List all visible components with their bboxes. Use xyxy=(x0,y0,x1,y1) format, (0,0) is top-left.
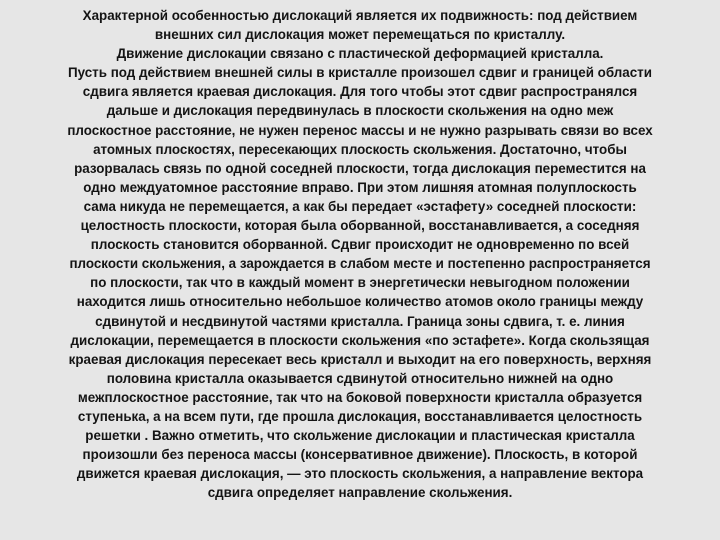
text-line: плоскость становится оборванной. Сдвиг происходит не одновременно по всей xyxy=(90,237,630,253)
text-line: Характерной особенностью дислокаций является их подвижность: под действием xyxy=(82,8,638,23)
text-line: атомных плоскостях, пересекающих плоскость скольжения. Достаточно, чтобы xyxy=(93,141,627,157)
text-line: плоскости скольжения, а зарождается в слабом месте и постепенно распространяется xyxy=(69,256,651,272)
text-line: дальше и дислокация передвинулась в плоскости скольжения на одно меж xyxy=(106,103,614,119)
text-line: решетки . Важно отметить, что скольжение дислокации и пластическая кристалла xyxy=(85,428,635,444)
text-line: краевая дислокация пересекает весь кристалл и выходит на его поверхность, верхняя xyxy=(68,351,652,367)
text-line: сдвига является краевая дислокация. Для того чтобы этот сдвиг распространялся xyxy=(82,84,638,100)
text-line: одно междуатомное расстояние вправо. При этом лишняя атомная полуплоскость xyxy=(83,179,637,195)
text-line: сдвига определяет направление скольжения. xyxy=(207,485,513,501)
text-line: сама никуда не перемещается, а как бы передает «эстафету» соседней плоскости: xyxy=(83,198,637,214)
text-block xyxy=(8,6,712,502)
text-line: плоскостное расстояние, не нужен перенос массы и не нужно разрывать связи во всех xyxy=(67,122,653,138)
text-line: межплоскостное расстояние, так что на боковой поверхности кристалла образуется xyxy=(77,389,643,405)
text-line: Пусть под действием внешней силы в кристалле произошел сдвиг и границей области xyxy=(68,65,652,81)
text-line: по плоскости, так что в каждый момент в энергетически невыгодном положении xyxy=(90,275,630,291)
text-line: Движение дислокации связано с пластической деформацией кристалла. xyxy=(116,46,604,62)
text-line: сдвинутой и несдвинутой частями кристалла. Граница зоны сдвига, т. е. линия xyxy=(95,313,625,329)
text-line: дислокации, перемещается в плоскости скольжения «по эстафете». Когда скользящая xyxy=(70,332,650,348)
text-line: произошли без переноса массы (консервативное движение). Плоскость, в которой xyxy=(82,447,638,463)
text-line: движется краевая дислокация, — это плоскость скольжения, а направление вектора xyxy=(76,466,644,482)
text-line: находится лишь относительно небольшое количество атомов около границы между xyxy=(76,294,644,310)
text-line: целостность плоскости, которая была оборванной, восстанавливается, а соседняя xyxy=(80,218,640,234)
text-line: разорвалась связь по одной соседней плоскости, тогда дислокация переместится на xyxy=(74,160,646,176)
text-line: ступенька, а на всем пути, где прошла дислокация, восстанавливается целостность xyxy=(77,408,643,424)
text-line: внешних сил дислокация может перемещаться по кристаллу. xyxy=(154,27,566,43)
text-line: половина кристалла оказывается сдвинутой относительно нижней на одно xyxy=(106,370,614,386)
